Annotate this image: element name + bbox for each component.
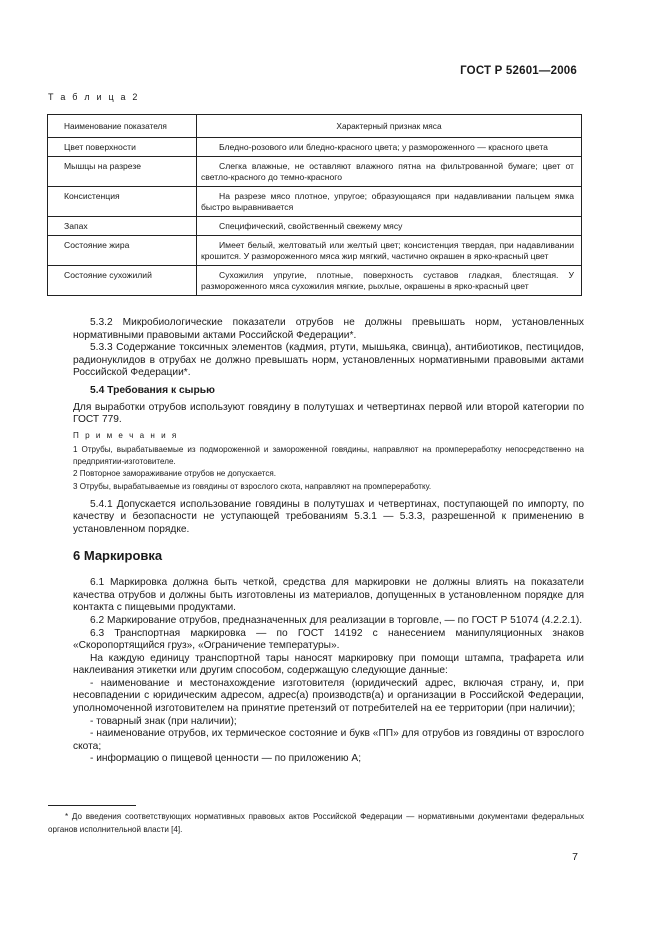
table-header-row (48, 115, 582, 138)
paragraph-6-3: 6.3 Транспортная маркировка — по ГОСТ 14192 с нанесением манипуляционных знаков «Скоропортящийся груз», «Ограничение температуры». (73, 627, 584, 652)
notes-title: П р и м е ч а н и я (73, 430, 179, 440)
notes-block (73, 430, 584, 493)
table-row (48, 157, 582, 187)
characteristic-cell: Специфический, свойственный свежему мясу (197, 217, 582, 236)
list-item: - наименование отрубов, их термическое состояние и букв «ПП» для отрубов из говядины от взрослого скота; (73, 728, 584, 752)
table-row (48, 236, 582, 266)
table-row (48, 138, 582, 157)
column-header-indicator: Наименование показателя (48, 115, 197, 138)
footnote: * До введения соответствующих нормативных правовых актов Российской Федерации — нормативными документами федеральных органов исполнительной власти [4]. (48, 812, 584, 834)
column-header-characteristic: Характерный признак мяса (197, 115, 582, 138)
paragraph-6-3-b: На каждую единицу транспортной тары наносят маркировку при помощи штампа, трафарета или наклеивания этикетки или другим способом, содержащую следующие данные: (73, 652, 584, 677)
indicator-cell: Консистенция (48, 187, 197, 217)
paragraph-5-4: Для выработки отрубов используют говядину в полутушах и четвертинах первой или второй категории по ГОСТ 779. (73, 401, 584, 426)
characteristic-cell: Слегка влажные, не оставляют влажного пятна на фильтрованной бумаге; цвет от светло-красного до темно-красного (197, 157, 582, 187)
note-item: 2 Повторное замораживание отрубов не допускается. (73, 469, 277, 479)
note-item: 3 Отрубы, вырабатываемые из говядины от взрослого скота, направляют на промпереработку. (73, 481, 432, 491)
list-item: - товарный знак (при наличии); (90, 715, 237, 727)
characteristic-cell: Сухожилия упругие, плотные, поверхность суставов гладкая, блестящая. У размороженного мяса сухожилия мягкие, рыхлые, окрашены в ярко-красный цвет (197, 266, 582, 296)
paragraph-5-3-3: 5.3.3 Содержание токсичных элементов (кадмия, ртути, мышьяка, свинца), антибиотиков, пестицидов, радионуклидов в отрубах не должно превышать норм, установленных нормативными правовыми актами Российской Федерации*. (73, 342, 584, 379)
list-item: - наименование и местонахождение изготовителя (юридический адрес, включая страну, и, при несовпадении с юридическим адресом, адрес(а) производств(а) и организации в Российской Федерации, уполномоченной изготовителем на принятие претензий от потребителей на ее территории (при наличии); (73, 677, 584, 715)
indicator-cell: Цвет поверхности (48, 138, 197, 157)
paragraph-5-4-1: 5.4.1 Допускается использование говядины в полутушах и четвертинах, поступающей по импорту, по качеству и безопасности не уступающей требованиям 5.3.1 — 5.3.3, разрешенной к применению в установленном порядке. (73, 498, 584, 535)
document-body (73, 317, 584, 766)
section-heading-5-4: 5.4 Требования к сырью (90, 384, 215, 396)
indicator-cell: Состояние сухожилий (48, 266, 197, 296)
list-item: - информацию о пищевой ценности — по приложению А; (90, 753, 362, 765)
section-heading-6: 6 Маркировка (73, 547, 163, 563)
indicator-cell: Состояние жира (48, 236, 197, 266)
table-row (48, 217, 582, 236)
indicators-table (47, 114, 582, 296)
indicator-cell: Мышцы на разрезе (48, 157, 197, 187)
paragraph-6-1: 6.1 Маркировка должна быть четкой, средства для маркировки не должны влиять на показатели качества отрубов и должны быть изготовлены из материалов, допущенных в установленном порядке для контакта с пищевыми продуктами. (73, 577, 584, 614)
document-header: ГОСТ Р 52601—2006 (460, 65, 577, 77)
note-item: 1 Отрубы, вырабатываемые из подмороженной и замороженной говядины, направляют на промпереработку непосредственно на предприятии-изготовителе. (73, 444, 584, 467)
indicator-cell: Запах (48, 217, 197, 236)
table-row (48, 266, 582, 296)
characteristic-cell: Бледно-розового или бледно-красного цвета; у размороженного — красного цвета (197, 138, 582, 157)
paragraph-5-3-2: 5.3.2 Микробиологические показатели отрубов не должны превышать норм, установленных нормативными правовыми актами Российской Федерации*. (73, 317, 584, 341)
paragraph-6-2: 6.2 Маркирование отрубов, предназначенных для реализации в торговле, — по ГОСТ Р 51074 (4.2.2.1). (90, 614, 583, 626)
footnote-divider (48, 805, 136, 806)
characteristic-cell: На разрезе мясо плотное, упругое; образующаяся при надавливании пальцем ямка быстро выравнивается (197, 187, 582, 217)
characteristic-cell: Имеет белый, желтоватый или желтый цвет; консистенция твердая, при надавливании крошится. У размороженного мяса жир мягкий, частично окрашен в ярко-красный цвет (197, 236, 582, 266)
page-number: 7 (572, 851, 578, 863)
table-row (48, 187, 582, 217)
table-title: Т а б л и ц а 2 (48, 92, 140, 102)
